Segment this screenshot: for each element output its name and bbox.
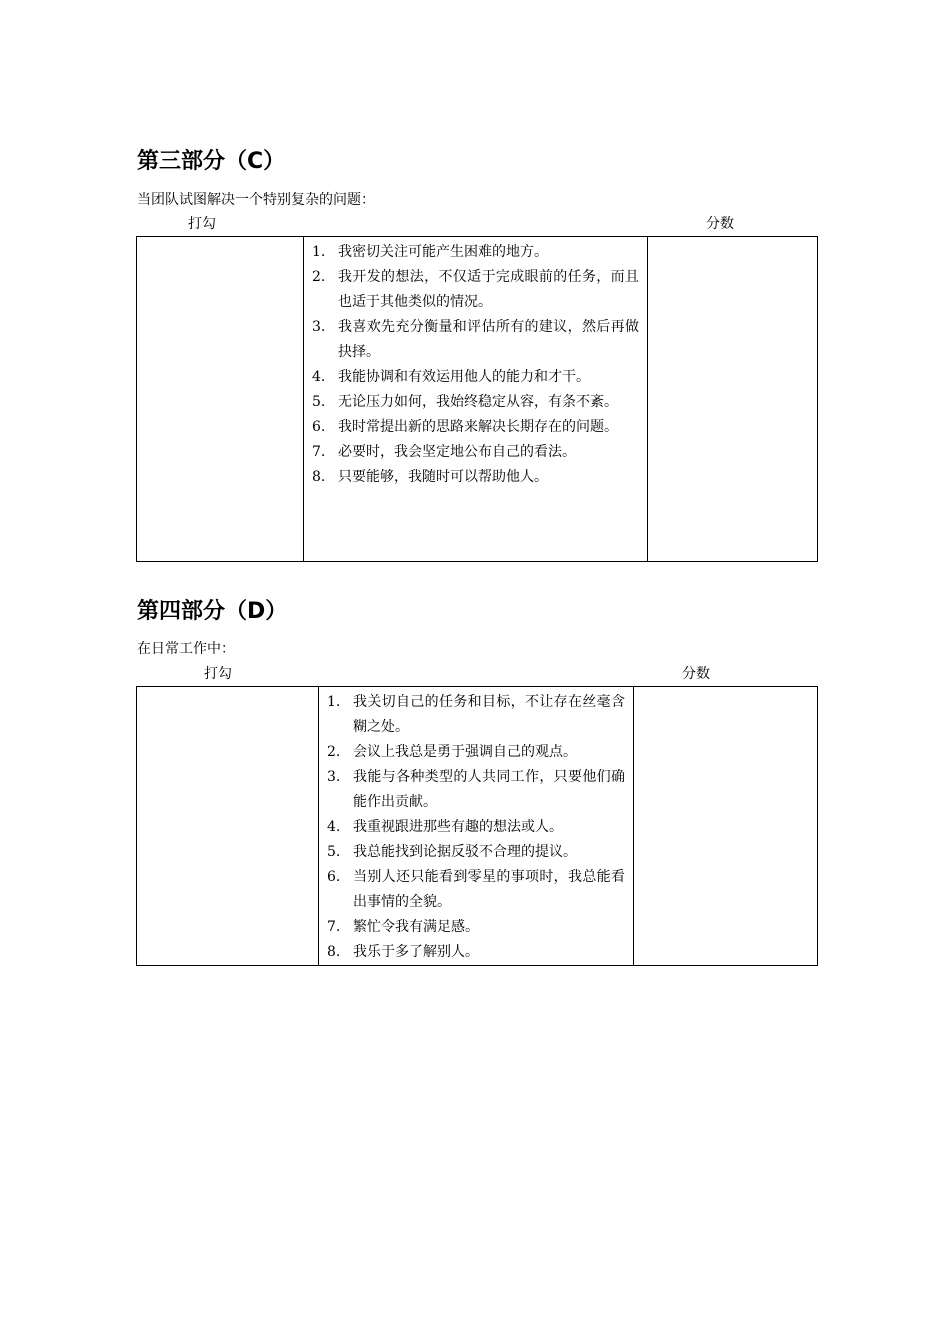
item-number: 6. [312, 419, 326, 435]
item-text: 我能与各种类型的人共同工作，只要他们确能作出贡献。 [353, 769, 625, 810]
item-number: 3. [312, 319, 326, 335]
item-number: 3. [327, 769, 341, 785]
item-number: 1. [312, 244, 326, 260]
list-item [327, 765, 625, 815]
section-c-check-cell[interactable] [137, 237, 304, 562]
item-text: 我重视跟进那些有趣的想法或人。 [353, 819, 563, 835]
item-number: 8. [327, 944, 341, 960]
item-text: 我总能找到论据反驳不合理的提议。 [353, 844, 577, 860]
item-text: 我开发的想法，不仅适于完成眼前的任务，而且也适于其他类似的情况。 [338, 269, 639, 310]
item-text: 当别人还只能看到零星的事项时，我总能看出事情的全貌。 [353, 869, 625, 910]
list-item [312, 240, 639, 265]
item-number: 5. [312, 394, 326, 410]
item-number: 4. [312, 369, 326, 385]
item-number: 2. [327, 744, 341, 760]
list-item [327, 865, 625, 915]
list-item [312, 365, 639, 390]
item-text: 无论压力如何，我始终稳定从容，有条不紊。 [338, 394, 618, 410]
section-c-intro: 当团队试图解决一个特别复杂的问题： [137, 192, 375, 208]
item-number: 7. [327, 919, 341, 935]
section-d-score-column-header: 分数 [682, 666, 710, 682]
section-d-table [136, 686, 818, 966]
list-item [327, 740, 625, 765]
list-item [312, 440, 639, 465]
item-number: 8. [312, 469, 326, 485]
section-c-heading: 第三部分（C） [137, 149, 286, 174]
section-c-items-cell [304, 237, 648, 562]
section-d-check-cell[interactable] [137, 687, 319, 966]
item-number: 1. [327, 694, 341, 710]
section-c-check-column-header: 打勾 [188, 216, 216, 232]
section-c-score-column-header: 分数 [706, 216, 734, 232]
list-item [327, 690, 625, 740]
section-d-intro: 在日常工作中： [137, 641, 235, 657]
item-text: 我密切关注可能产生困难的地方。 [338, 244, 548, 260]
item-text: 只要能够，我随时可以帮助他人。 [338, 469, 548, 485]
item-number: 2. [312, 269, 326, 285]
section-c-item-list [304, 237, 647, 490]
section-d-check-column-header: 打勾 [204, 666, 232, 682]
item-text: 我喜欢先充分衡量和评估所有的建议，然后再做抉择。 [338, 319, 639, 360]
section-d-item-list [319, 687, 633, 965]
list-item [312, 415, 639, 440]
item-number: 4. [327, 819, 341, 835]
section-c-table [136, 236, 818, 562]
item-text: 我关切自己的任务和目标，不让存在丝毫含糊之处。 [353, 694, 625, 735]
item-number: 5. [327, 844, 341, 860]
list-item [312, 265, 639, 315]
item-text: 我时常提出新的思路来解决长期存在的问题。 [338, 419, 618, 435]
section-d-score-cell[interactable] [634, 687, 818, 966]
section-d-heading: 第四部分（D） [137, 599, 288, 624]
section-d-items-cell [319, 687, 634, 966]
item-text: 我乐于多了解别人。 [353, 944, 479, 960]
list-item [327, 940, 625, 965]
list-item [312, 390, 639, 415]
list-item [312, 315, 639, 365]
section-c-score-cell[interactable] [648, 237, 818, 562]
item-text: 繁忙令我有满足感。 [353, 919, 479, 935]
list-item [327, 815, 625, 840]
list-item [312, 465, 639, 490]
list-item [327, 840, 625, 865]
item-text: 会议上我总是勇于强调自己的观点。 [353, 744, 577, 760]
item-text: 我能协调和有效运用他人的能力和才干。 [338, 369, 590, 385]
item-number: 7. [312, 444, 326, 460]
item-number: 6. [327, 869, 341, 885]
item-text: 必要时，我会坚定地公布自己的看法。 [338, 444, 576, 460]
list-item [327, 915, 625, 940]
